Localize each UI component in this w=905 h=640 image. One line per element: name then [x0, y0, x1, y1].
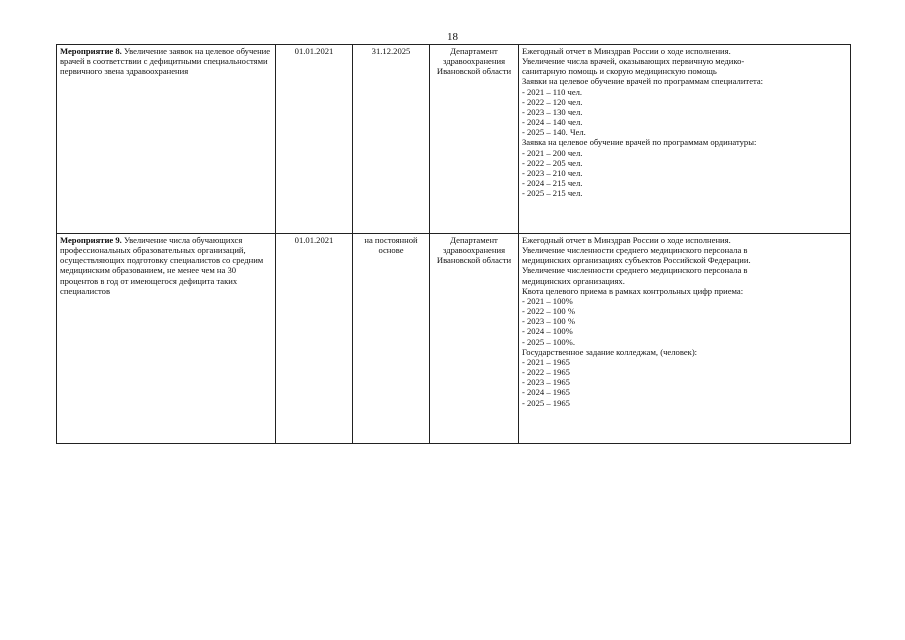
result-line: - 2021 – 100% — [522, 295, 573, 306]
result-line: медицинских организациях. — [522, 275, 625, 286]
result-line: Квота целевого приема в рамках контрольных цифр приема: — [522, 285, 744, 296]
result-line: Увеличение численности среднего медицинского персонала в — [522, 265, 748, 276]
executor-cell: Департамент здравоохранения Ивановской области — [430, 45, 519, 234]
result-line: - 2025 – 140. Чел. — [522, 127, 586, 138]
result-line: - 2024 – 215 чел. — [522, 178, 583, 189]
table-row — [57, 45, 851, 234]
start-date-cell: 01.01.2021 — [276, 234, 353, 444]
result-line: - 2024 – 100% — [522, 326, 573, 337]
measure-label: Мероприятие 9. — [60, 235, 122, 245]
result-line: - 2025 – 1965 — [522, 397, 570, 408]
result-line: Ежегодный отчет в Минздрав России о ходе исполнения. — [522, 235, 731, 245]
measures-table — [56, 44, 851, 444]
result-line: Увеличение численности среднего медицинского персонала в — [522, 245, 748, 256]
end-date-cell: на постоянной основе — [353, 234, 430, 444]
result-line: - 2021 – 200 чел. — [522, 147, 583, 158]
result-line: санитарную помощь и скорую медицинскую помощь — [522, 66, 717, 77]
result-line: медицинских организациях субъектов Российской Федерации. — [522, 255, 751, 266]
result-line: - 2022 – 120 чел. — [522, 96, 583, 107]
result-line: - 2023 – 1965 — [522, 377, 570, 388]
result-line: - 2022 – 100 % — [522, 306, 575, 317]
result-line: Увеличение числа врачей, оказывающих первичную медико- — [522, 56, 745, 67]
measure-description: Увеличение числа обучающихся профессиональных образовательных организаций, осуществляющих подготовку специалистов со средним медицинским образованием, не менее чем на 30 процентов в год от имеющегося дефицита таких специалистов — [60, 235, 264, 296]
result-cell — [519, 234, 851, 444]
result-line: Государственное задание колледжам, (человек): — [522, 346, 698, 357]
result-line: - 2021 – 110 чел. — [522, 86, 583, 97]
result-line: Ежегодный отчет в Минздрав России о ходе исполнения. — [522, 46, 731, 56]
start-date-cell: 01.01.2021 — [276, 45, 353, 234]
end-date-cell: 31.12.2025 — [353, 45, 430, 234]
measure-description: Увеличение заявок на целевое обучение врачей в соответствии с дефицитными специальностями первичного звена здравоохранения — [60, 46, 271, 77]
measure-label: Мероприятие 8. — [60, 46, 122, 56]
result-line: - 2021 – 1965 — [522, 356, 570, 367]
result-line: - 2025 – 215 чел. — [522, 188, 583, 199]
result-line: - 2023 – 210 чел. — [522, 167, 583, 178]
result-line: - 2022 – 205 чел. — [522, 157, 583, 168]
result-line: - 2024 – 1965 — [522, 387, 570, 398]
result-line: Заявка на целевое обучение врачей по программам ординатуры: — [522, 137, 757, 148]
result-line: - 2023 – 130 чел. — [522, 106, 583, 117]
result-line: - 2025 – 100%. — [522, 336, 575, 347]
result-line: - 2023 – 100 % — [522, 316, 575, 327]
result-line: - 2024 – 140 чел. — [522, 117, 583, 128]
measure-title-cell — [57, 234, 276, 444]
executor-cell: Департамент здравоохранения Ивановской области — [430, 234, 519, 444]
measure-title-cell — [57, 45, 276, 234]
page-number: 18 — [447, 31, 458, 43]
result-cell — [519, 45, 851, 234]
result-line: Заявки на целевое обучение врачей по программам специалитета: — [522, 76, 764, 87]
result-line: - 2022 – 1965 — [522, 367, 570, 378]
table-row — [57, 234, 851, 444]
